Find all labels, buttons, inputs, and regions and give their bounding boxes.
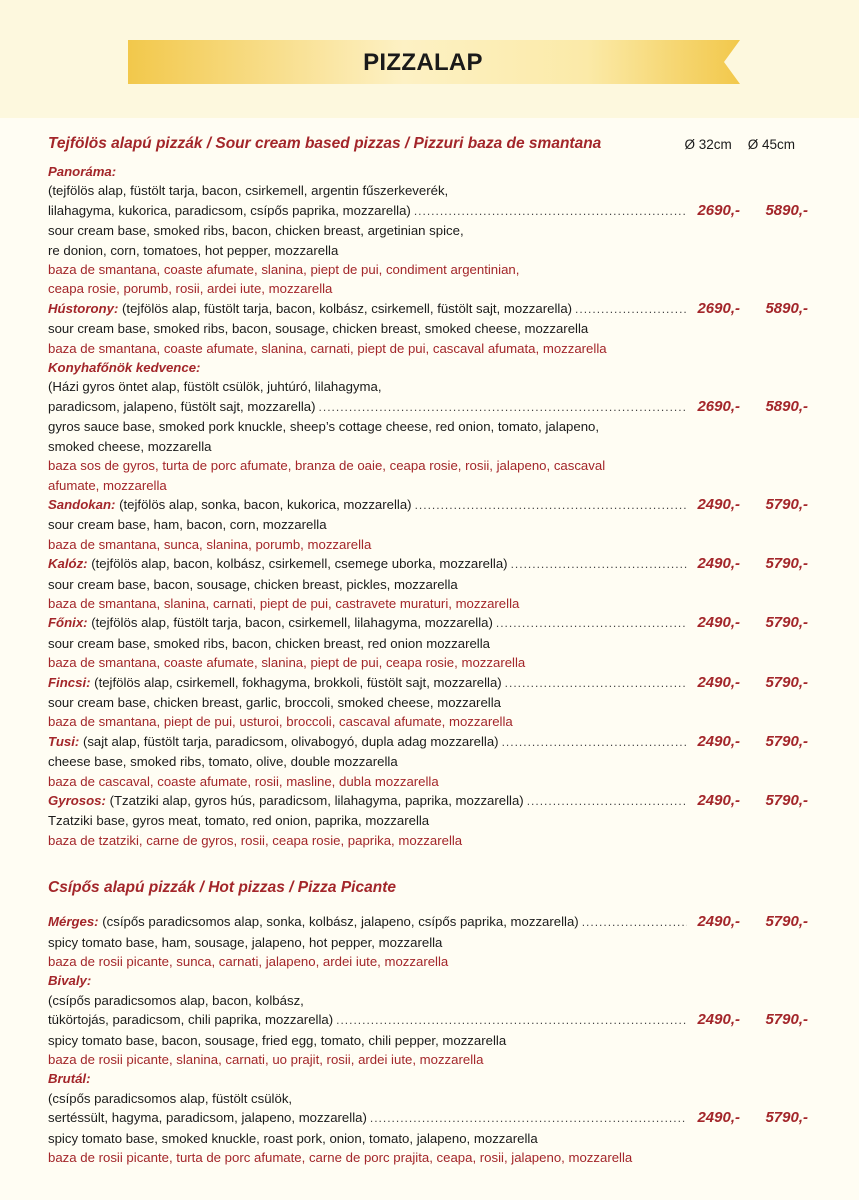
price-32cm: 2490,-	[697, 614, 740, 632]
ingredients-ro: baza de smantana, piept de pui, usturoi, broccoli, cascaval afumate, mozzarella	[48, 714, 513, 730]
ingredients-hu	[48, 791, 524, 810]
ingredients-hu-text: (csípős paradicsomos alap, füstölt csülök,	[48, 1090, 293, 1106]
ingredients-en: sour cream base, smoked ribs, bacon, chicken breast, argetinian spice,	[48, 223, 464, 239]
ingredients-hu	[48, 201, 411, 220]
menu-item	[48, 495, 808, 554]
section-title-gap	[48, 902, 808, 912]
ingredients-hu-text: (tejfölös alap, csirkemell, fokhagyma, brokkoli, füstölt sajt, mozzarella)	[94, 674, 502, 690]
ingredients-price-line	[48, 1108, 808, 1128]
item-name: Gyrosos:	[48, 793, 106, 808]
ingredients-en: sour cream base, smoked ribs, bacon, sousage, chicken breast, smoked cheese, mozzarella	[48, 321, 589, 337]
ingredients-hu-text: (tejfölös alap, bacon, kolbász, csirkemell, csemege uborka, mozzarella)	[91, 556, 508, 572]
dot-leader	[336, 1011, 687, 1030]
ingredients-hu	[48, 1108, 367, 1127]
item-name-line	[48, 1069, 808, 1088]
dot-leader	[496, 614, 687, 633]
price-45cm: 5890,-	[765, 299, 808, 317]
ingredients-hu-text: lilahagyma, kukorica, paradicsom, csípős paprika, mozzarella)	[48, 202, 411, 218]
ingredients-line	[48, 991, 808, 1010]
dot-leader	[505, 674, 687, 693]
ingredients-ro: afumate, mozzarella	[48, 477, 167, 493]
ingredients-hu-text: (tejfölös alap, füstölt tarja, bacon, csirkemell, lilahagyma, mozzarella)	[91, 615, 493, 631]
ingredients-ro: baza de smantana, sunca, slanina, porumb, mozzarella	[48, 536, 372, 552]
item-name: Bivaly:	[48, 973, 92, 989]
ingredients-en: sour cream base, ham, bacon, corn, mozzarella	[48, 517, 327, 533]
ingredients-hu	[48, 299, 572, 318]
size-large-label: Ø 45cm	[747, 137, 795, 152]
ingredients-ro: baza de smantana, slanina, carnati, piept de pui, castravete muraturi, mozzarella	[48, 595, 520, 611]
ingredients-line	[48, 377, 808, 396]
ingredients-en: sour cream base, smoked ribs, bacon, chicken breast, red onion mozzarella	[48, 635, 490, 651]
ingredients-hu-text: (tejfölös alap, füstölt tarja, bacon, csirkemell, argentin fűszerkeverék,	[48, 183, 449, 199]
ingredients-price-line	[48, 912, 808, 932]
ingredients-price-line	[48, 299, 808, 319]
ingredients-hu	[48, 397, 316, 416]
ingredients-price-line	[48, 791, 808, 811]
ingredients-hu-text: (tejfölös alap, füstölt tarja, bacon, kolbász, csirkemell, füstölt sajt, mozzarella)	[122, 300, 573, 316]
page-title: PIZZALAP	[363, 49, 483, 76]
ingredients-ro: baza de tzatziki, carne de gyros, rosii, ceapa rosie, paprika, mozzarella	[48, 832, 463, 848]
ingredients-price-line	[48, 397, 808, 417]
item-name: Panoráma:	[48, 164, 117, 179]
menu-item	[48, 613, 808, 672]
ingredients-hu	[48, 1091, 292, 1106]
ingredients-hu	[48, 554, 508, 573]
ingredients-hu	[48, 613, 493, 632]
section-title: Csípős alapú pizzák / Hot pizzas / Pizza Picante	[48, 879, 396, 897]
ingredients-ro: baza de rosii picante, sunca, carnati, jalapeno, ardei iute, mozzarella	[48, 954, 449, 970]
price-45cm: 5790,-	[765, 614, 808, 632]
ingredients-ro: baza de smantana, coaste afumate, slanina, piept de pui, condiment argentinian,	[48, 262, 520, 278]
price-32cm: 2490,-	[697, 1109, 740, 1127]
item-name: Brutál:	[48, 1071, 91, 1087]
ingredients-price-line	[48, 201, 808, 221]
price-45cm: 5790,-	[765, 495, 808, 513]
price-45cm: 5790,-	[765, 792, 808, 809]
price-32cm: 2490,-	[697, 1011, 740, 1029]
ingredients-ro: baza de smantana, coaste afumate, slanina, carnati, piept de pui, cascaval afumata, mozzarella	[48, 340, 607, 356]
ingredients-hu-text: tükörtojás, paradicsom, chili paprika, mozzarella)	[48, 1012, 334, 1028]
price-32cm: 2690,-	[697, 299, 740, 317]
ingredients-price-line	[48, 613, 808, 633]
dot-leader	[414, 202, 687, 221]
dot-leader	[415, 496, 687, 515]
menu-item	[48, 358, 808, 495]
price-32cm: 2690,-	[697, 201, 740, 219]
ingredients-line	[48, 1089, 808, 1108]
title-banner	[128, 40, 740, 84]
item-name: Tusi:	[48, 733, 80, 749]
menu-item	[48, 673, 808, 732]
price-32cm: 2490,-	[697, 732, 740, 750]
ingredients-price-line	[48, 1010, 808, 1030]
ingredients-en: smoked cheese, mozzarella	[48, 438, 212, 454]
ingredients-en: Tzatziki base, gyros meat, tomato, red onion, paprika, mozzarella	[48, 813, 430, 829]
item-name-line	[48, 162, 808, 181]
ingredients-hu	[48, 495, 412, 514]
size-columns	[668, 137, 795, 152]
item-name: Sandokan:	[48, 496, 116, 512]
menu-item	[48, 554, 808, 613]
ingredients-line	[48, 181, 808, 200]
price-32cm: 2490,-	[697, 673, 740, 691]
menu-content	[48, 128, 808, 1168]
ingredients-price-line	[48, 732, 808, 752]
menu-item	[48, 912, 808, 971]
ingredients-ro: baza de cascaval, coaste afumate, rosii, masline, dubla mozzarella	[48, 773, 439, 789]
price-45cm: 5790,-	[765, 732, 808, 750]
ingredients-en: spicy tomato base, bacon, sousage, fried egg, tomato, chili pepper, mozzarella	[48, 1032, 507, 1048]
ingredients-en: spicy tomato base, smoked knuckle, roast pork, onion, tomato, jalapeno, mozzarella	[48, 1130, 538, 1146]
price-32cm: 2490,-	[697, 913, 740, 931]
ingredients-en: re donion, corn, tomatoes, hot pepper, mozzarella	[48, 242, 339, 258]
ingredients-hu-text: (tejfölös alap, sonka, bacon, kukorica, mozzarella)	[119, 496, 412, 512]
price-45cm: 5790,-	[765, 555, 808, 573]
ingredients-en: gyros sauce base, smoked pork knuckle, sheep’s cottage cheese, red onion, tomato, jalapeno,	[48, 419, 600, 435]
ingredients-en: cheese base, smoked ribs, tomato, olive, double mozzarella	[48, 754, 398, 770]
price-45cm: 5790,-	[765, 1109, 808, 1127]
section-header	[48, 876, 808, 902]
item-name: Fincsi:	[48, 674, 91, 690]
menu-item	[48, 1069, 808, 1167]
menu-item	[48, 791, 808, 850]
section-spacer	[48, 850, 808, 872]
ingredients-hu	[48, 183, 448, 198]
dot-leader	[527, 792, 687, 811]
size-small-label: Ø 32cm	[684, 137, 732, 152]
price-45cm: 5890,-	[765, 397, 808, 415]
ingredients-price-line	[48, 554, 808, 574]
section-title: Tejfölös alapú pizzák / Sour cream based pizzas / Pizzuri baza de smantana	[48, 135, 602, 152]
item-name: Főnix:	[48, 615, 88, 631]
price-32cm: 2690,-	[697, 397, 740, 415]
ingredients-hu-text: paradicsom, jalapeno, füstölt sajt, mozzarella)	[48, 398, 316, 414]
ingredients-hu-text: (csípős paradicsomos alap, sonka, kolbász, jalapeno, csípős paprika, mozzarella)	[102, 914, 579, 930]
price-32cm: 2490,-	[697, 555, 740, 573]
dot-leader	[502, 733, 687, 752]
ingredients-en: spicy tomato base, ham, sousage, jalapeno, hot pepper, mozzarella	[48, 934, 443, 950]
price-45cm: 5790,-	[765, 673, 808, 691]
menu-item	[48, 732, 808, 791]
dot-leader	[370, 1109, 687, 1128]
ingredients-en: sour cream base, bacon, sousage, chicken breast, pickles, mozzarella	[48, 576, 458, 592]
ingredients-hu	[48, 673, 502, 692]
ingredients-hu	[48, 993, 304, 1008]
menu-item	[48, 971, 808, 1069]
price-45cm: 5790,-	[765, 913, 808, 931]
ingredients-en: sour cream base, chicken breast, garlic, broccoli, smoked cheese, mozzarella	[48, 694, 501, 710]
ingredients-hu	[48, 1010, 333, 1029]
section-header	[48, 132, 808, 158]
item-name-line	[48, 971, 808, 990]
ingredients-hu-text: (Tzatziki alap, gyros hús, paradicsom, lilahagyma, paprika, mozzarella)	[109, 793, 524, 808]
menu-item	[48, 162, 808, 299]
ingredients-hu-text: (Házi gyros öntet alap, füstölt csülök, juhtúró, lilahagyma,	[48, 379, 382, 395]
ingredients-ro: baza de rosii picante, slanina, carnati, uo prajit, rosii, ardei iute, mozzarella	[48, 1052, 484, 1068]
ingredients-ro: baza de rosii picante, turta de porc afumate, carne de porc prajita, ceapa, rosii, jalapeno, mozzarella	[48, 1150, 633, 1166]
price-45cm: 5890,-	[765, 201, 808, 219]
ingredients-ro: baza sos de gyros, turta de porc afumate, branza de oaie, ceapa rosie, rosii, jalapeno, cascaval	[48, 458, 606, 474]
price-32cm: 2490,-	[697, 495, 740, 513]
dot-leader	[319, 398, 687, 417]
dot-leader	[582, 913, 687, 932]
item-name: Hústorony:	[48, 300, 119, 316]
menu-item	[48, 299, 808, 358]
ingredients-ro: baza de smantana, coaste afumate, slanina, piept de pui, ceapa rosie, mozzarella	[48, 655, 526, 671]
ingredients-hu	[48, 379, 382, 394]
ingredients-hu-text: (sajt alap, füstölt tarja, paradicsom, olivabogyó, dupla adag mozzarella)	[82, 733, 499, 749]
item-name: Mérges:	[48, 914, 99, 930]
ingredients-hu	[48, 732, 499, 751]
ingredients-hu-text: sertéssült, hagyma, paradicsom, jalapeno, mozzarella)	[48, 1110, 367, 1126]
ingredients-price-line	[48, 673, 808, 693]
item-name-line	[48, 358, 808, 377]
dot-leader	[575, 300, 687, 319]
item-name: Konyhafőnök kedvence:	[48, 360, 201, 376]
item-name: Kalóz:	[48, 556, 88, 572]
ingredients-ro: ceapa rosie, porumb, rosii, ardei iute, mozzarella	[48, 281, 333, 297]
ingredients-price-line	[48, 495, 808, 515]
price-45cm: 5790,-	[765, 1011, 808, 1029]
ingredients-hu	[48, 912, 579, 931]
dot-leader	[511, 555, 687, 574]
ingredients-hu-text: (csípős paradicsomos alap, bacon, kolbász,	[48, 992, 304, 1008]
price-32cm: 2490,-	[697, 792, 740, 809]
